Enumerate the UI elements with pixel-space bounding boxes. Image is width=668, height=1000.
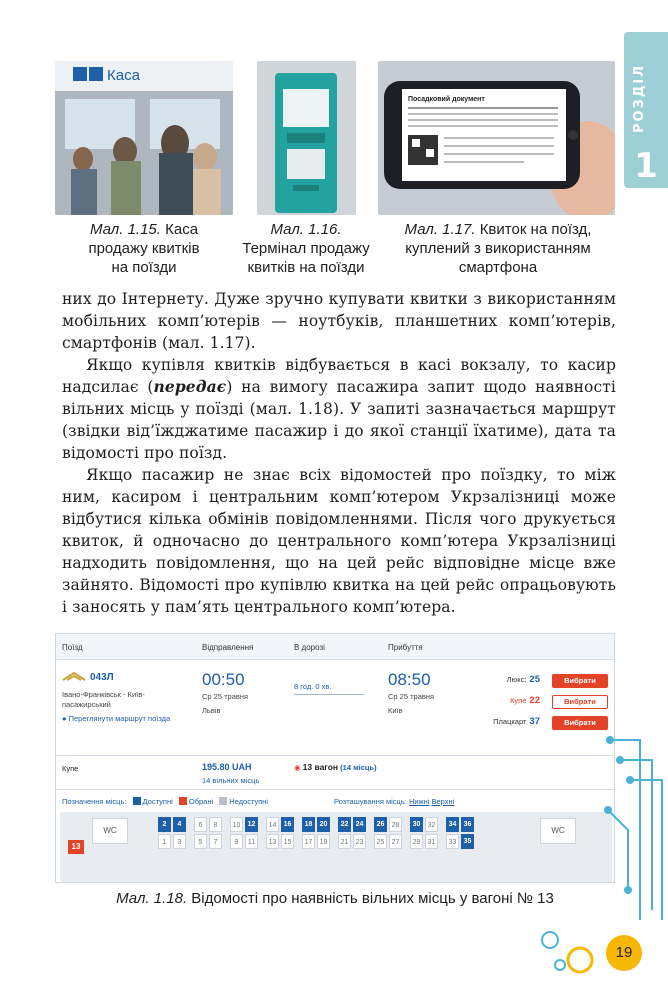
seat-lower-33[interactable]: 33 — [446, 834, 459, 849]
figure-text: Відомості про наявність вільних місць у вагоні № 13 — [187, 890, 554, 907]
seat-upper-8[interactable]: 8 — [209, 817, 222, 832]
seat-upper-28[interactable]: 28 — [389, 817, 402, 832]
train-route-2: пасажирський — [62, 700, 111, 709]
ticket-office-photo — [55, 61, 233, 215]
header-train: Поїзд — [62, 643, 83, 652]
caption-text: продажу квитків — [88, 240, 200, 257]
ticket-office-illustration — [55, 61, 233, 215]
seat-lower-3[interactable]: 3 — [173, 834, 186, 849]
seat-upper-22[interactable]: 22 — [338, 817, 351, 832]
section-number: 1 — [634, 146, 658, 186]
departure-date: Ср 25 травня — [202, 692, 249, 701]
layout-upper-link[interactable]: Верхні — [431, 797, 455, 806]
seat-upper-30[interactable]: 30 — [410, 817, 423, 832]
caption-text: смартфона — [458, 259, 538, 276]
caption-1-16 — [226, 220, 386, 277]
select-platzkart-button[interactable]: Вибрати — [552, 716, 608, 730]
seat-lower-17[interactable]: 17 — [302, 834, 315, 849]
page-number: 19 — [606, 935, 642, 971]
seat-upper-18[interactable]: 18 — [302, 817, 315, 832]
duration-line — [294, 694, 364, 695]
circuit-decoration — [600, 720, 668, 930]
car-seat-map — [60, 812, 612, 882]
view-route-label: Переглянути маршрут поїзда — [68, 714, 171, 723]
section-word: РОЗДІЛ — [632, 63, 647, 133]
coupe-label: Купе — [62, 764, 79, 773]
paragraph-3-text: Якщо пасажир не знає всіх відомостей про поїздку, то між ним, касиром і центральним комп’ютером Укрзалізниці може відбутися кілька обмінів повідомленнями. Після чого друкується квиток, й одночасно до центрального комп’ютера Укрзалізниці надходить повідомлення, що на цей рейс відповідне місце вже зайнято. Відомості про купівлю квитка на цей рейс опрацьовують і заносять у пам’ять центрального комп’ютера. — [62, 466, 616, 616]
trip-duration: 8 год. 0 хв. — [294, 682, 332, 691]
legend-unavailable-swatch — [219, 797, 227, 805]
class-count: 25 — [529, 674, 540, 685]
legend-free: Доступні — [142, 797, 173, 806]
layout-lower-link[interactable]: Нижні — [408, 797, 430, 806]
caption-text: Квиток на поїзд, — [475, 221, 592, 238]
seat-lower-11[interactable]: 11 — [245, 834, 258, 849]
car-choice-seats: (14 місць) — [340, 763, 377, 772]
figure-caption-1-18 — [55, 890, 615, 907]
arrival-station: Київ — [388, 706, 403, 715]
seat-lower-1[interactable]: 1 — [158, 834, 171, 849]
free-seats-count: 14 вільних місць — [202, 776, 260, 785]
seat-upper-12[interactable]: 12 — [245, 817, 258, 832]
legend-unavailable: Недоступні — [229, 797, 269, 806]
seat-lower-7[interactable]: 7 — [209, 834, 222, 849]
paragraph-1: них до Інтернету. Дуже зручно купувати квитки з використанням мобільних комп’ютерів — ноутбуків, планшетних комп’ютерів, смартфонів (мал. 1.17). — [62, 290, 616, 352]
car-choice-label: 13 вагон — [302, 762, 339, 772]
train-logo-icon — [62, 672, 86, 682]
seat-upper-24[interactable]: 24 — [353, 817, 366, 832]
seat-lower-15[interactable]: 15 — [281, 834, 294, 849]
terminal-illustration — [257, 61, 356, 215]
train-route: Івано-Франківськ - Київ- — [62, 690, 145, 699]
seat-upper-36[interactable]: 36 — [461, 817, 474, 832]
caption-text: Каса — [160, 221, 199, 238]
legend-label: Позначення місць: — [62, 797, 127, 806]
ticket-price: 195.80 UAH — [202, 762, 252, 772]
paragraph-2-end: ) на вимогу пасажира запит щодо наявності вільних місць у поїзді (мал. 1.18). У запиті зазначається маршрут (звідки від’їжджатиме пасажир і до якої станції їхатиме), дата та відомості про поїзд. — [62, 378, 616, 462]
seat-lower-5[interactable]: 5 — [194, 834, 207, 849]
coupe-row — [56, 756, 614, 790]
seat-upper-34[interactable]: 34 — [446, 817, 459, 832]
seat-upper-2[interactable]: 2 — [158, 817, 171, 832]
caption-text: на поїзди — [111, 259, 177, 276]
seat-lower-21[interactable]: 21 — [338, 834, 351, 849]
seat-upper-10[interactable]: 10 — [230, 817, 243, 832]
wc-left: WC — [92, 818, 128, 844]
class-coupe — [486, 695, 540, 706]
kasa-sign: Каса — [107, 67, 140, 84]
class-name: Люкс: — [506, 675, 527, 684]
gear-decoration — [530, 920, 610, 980]
view-route-link[interactable] — [62, 714, 170, 723]
class-lux — [486, 674, 540, 685]
class-name: Плацкарт — [493, 717, 527, 726]
legend-free-swatch — [133, 797, 141, 805]
legend-chosen: Обрані — [188, 797, 214, 806]
class-platzkart — [486, 716, 540, 727]
smartphone-illustration — [378, 61, 615, 215]
class-count: 37 — [529, 716, 540, 727]
figure-label: Мал. 1.18. — [116, 890, 188, 907]
arrival-time: 08:50 — [388, 670, 431, 689]
header-arrival: Прибуття — [388, 643, 423, 652]
seat-lower-13[interactable]: 13 — [266, 834, 279, 849]
caption-1-15 — [58, 220, 230, 277]
car-choice[interactable] — [294, 762, 377, 772]
seat-lower-27[interactable]: 27 — [389, 834, 402, 849]
layout-label: Розташування місць: — [334, 797, 407, 806]
select-lux-button[interactable]: Вибрати — [552, 674, 608, 688]
seat-lower-35[interactable]: 35 — [461, 834, 474, 849]
seat-upper-26[interactable]: 26 — [374, 817, 387, 832]
caption-1-17 — [384, 220, 612, 277]
departure-time: 00:50 — [202, 670, 245, 689]
seat-upper-4[interactable]: 4 — [173, 817, 186, 832]
seat-lower-25[interactable]: 25 — [374, 834, 387, 849]
class-count: 22 — [529, 695, 540, 706]
paragraph-2 — [62, 354, 616, 464]
caption-text: квитків на поїзди — [247, 259, 365, 276]
seat-upper-14[interactable]: 14 — [266, 817, 279, 832]
header-on-road: В дорозі — [294, 643, 325, 652]
seat-legend — [56, 790, 614, 812]
phone-doc-title: Посадковий документ — [408, 96, 485, 103]
seat-lower-31[interactable]: 31 — [425, 834, 438, 849]
paragraph-2-start: Якщо купівля квитків відбувається в касі вокзалу, то касир надсилає ( — [62, 356, 616, 396]
seat-upper-16[interactable]: 16 — [281, 817, 294, 832]
booking-widget — [55, 633, 615, 883]
location-pin-icon: ● — [62, 714, 67, 723]
radio-selected-icon: ◉ — [294, 763, 301, 772]
seat-lower-23[interactable]: 23 — [353, 834, 366, 849]
departure-station: Львів — [202, 706, 221, 715]
paragraph-3 — [62, 464, 616, 618]
seat-upper-20[interactable]: 20 — [317, 817, 330, 832]
paragraph-2-bold: передає — [153, 377, 227, 396]
arrival-date: Ср 25 травня — [388, 692, 435, 701]
train-number: 043Л — [90, 672, 114, 683]
caption-label: Мал. 1.15. — [89, 221, 161, 238]
header-departure: Відправлення — [202, 643, 254, 652]
caption-text: Термінал продажу — [242, 240, 370, 257]
smartphone-ticket-photo — [378, 61, 615, 215]
ticket-terminal-photo — [257, 61, 356, 215]
seat-lower-19[interactable]: 19 — [317, 834, 330, 849]
seat-upper-6[interactable]: 6 — [194, 817, 207, 832]
caption-label: Мал. 1.16. — [270, 221, 342, 238]
class-name: Купе — [510, 696, 527, 705]
legend-group — [62, 797, 268, 806]
seat-lower-29[interactable]: 29 — [410, 834, 423, 849]
booking-header — [56, 634, 614, 660]
layout-group — [334, 797, 454, 806]
train-row — [56, 660, 614, 756]
caption-text: куплений з використанням — [405, 240, 591, 257]
seat-upper-32[interactable]: 32 — [425, 817, 438, 832]
caption-label: Мал. 1.17. — [404, 221, 476, 238]
legend-chosen-swatch — [179, 797, 187, 805]
wc-right: WC — [540, 818, 576, 844]
select-coupe-button[interactable]: Вибрати — [552, 695, 608, 709]
car-number-badge: 13 — [68, 840, 84, 854]
section-tab — [624, 32, 668, 188]
seat-lower-9[interactable]: 9 — [230, 834, 243, 849]
